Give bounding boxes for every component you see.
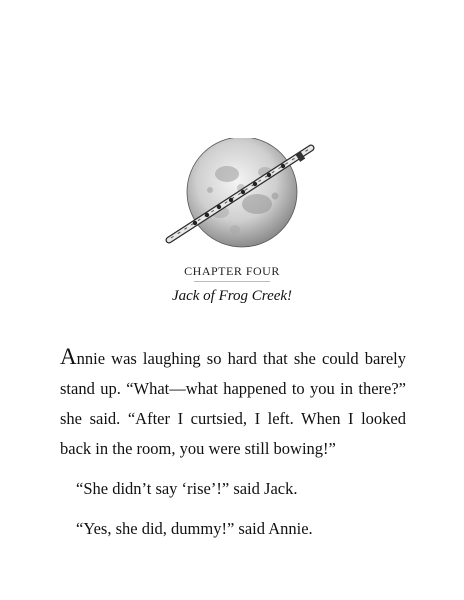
chapter-number: CHAPTER FOUR [184,264,280,278]
chapter-body [60,342,406,554]
drop-cap: A [60,344,77,369]
paragraph: “Yes, she did, dummy!” said Annie. [76,519,313,538]
moon-and-flute-illustration [165,138,315,250]
paragraph: “She didn’t say ‘rise’!” said Jack. [76,479,298,498]
paragraph-text: nnie was laughing so hard that she could barely stand up. “What—what happened to you in there?” she said. “After I curtsied, I left. When I looked back in the room, you were still bowing!” [60,349,406,458]
chapter-divider [194,281,270,282]
paragraph [60,342,406,464]
chapter-title: Jack of Frog Creek! [171,288,293,304]
